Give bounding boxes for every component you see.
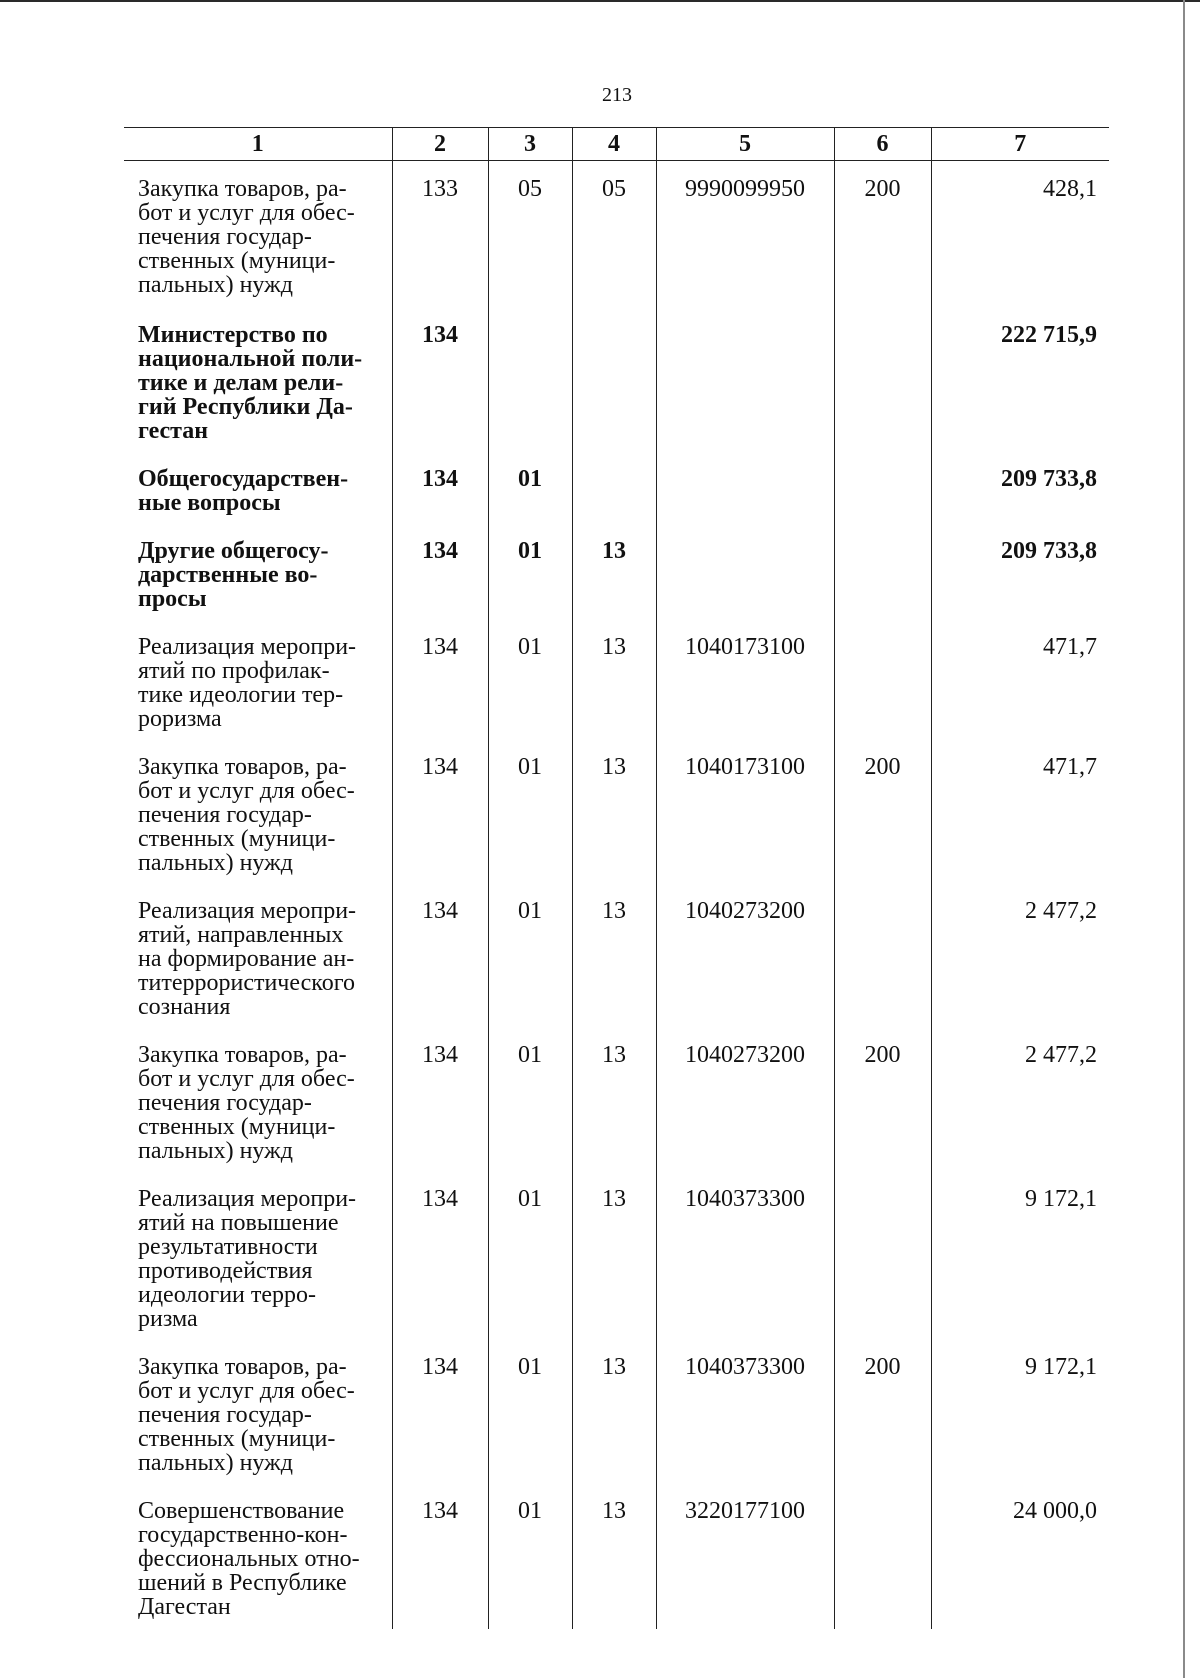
code-6-cell: 200	[834, 161, 931, 306]
code-2-cell: 134	[392, 883, 488, 1027]
code-3-cell: 01	[488, 1027, 572, 1171]
code-2-cell: 134	[392, 1483, 488, 1629]
code-2-cell: 133	[392, 161, 488, 306]
code-2-cell: 134	[392, 451, 488, 523]
code-3-cell: 05	[488, 161, 572, 306]
code-5-cell: 1040173100	[656, 619, 834, 739]
code-5-cell: 1040173100	[656, 739, 834, 883]
code-3-cell: 01	[488, 1483, 572, 1629]
code-6-cell	[834, 1483, 931, 1629]
item-name-cell: Реализация меропри- ятий на повышение результативности противодействия идеологии терро- ризма	[138, 1186, 357, 1332]
column-header-5: 5	[656, 128, 834, 161]
scan-border-right	[1183, 0, 1185, 1678]
table-row	[124, 451, 1109, 523]
code-4-cell: 13	[572, 1339, 656, 1483]
amount-cell: 471,7	[931, 739, 1109, 883]
item-name-cell: Министерство по национальной поли- тике и делам рели- гий Республики Да- гестан	[138, 322, 363, 444]
amount-cell: 9 172,1	[931, 1339, 1109, 1483]
table-row	[124, 1339, 1109, 1483]
code-5-cell: 1040273200	[656, 1027, 834, 1171]
column-header-1: 1	[124, 128, 392, 161]
code-5-cell	[656, 451, 834, 523]
code-6-cell	[834, 1171, 931, 1339]
code-3-cell: 01	[488, 451, 572, 523]
code-5-cell	[656, 305, 834, 451]
column-header-6: 6	[834, 128, 931, 161]
table-row	[124, 1027, 1109, 1171]
amount-cell: 2 477,2	[931, 883, 1109, 1027]
code-3-cell: 01	[488, 1171, 572, 1339]
code-4-cell: 13	[572, 739, 656, 883]
table-body	[124, 161, 1109, 1630]
code-2-cell: 134	[392, 619, 488, 739]
page-number: 213	[602, 84, 632, 106]
item-name-cell: Другие общегосу- дарственные во- просы	[138, 538, 329, 612]
item-name-cell: Закупка товаров, ра- бот и услуг для обес- печения государ- ственных (муници- пальных) нужд	[138, 754, 355, 876]
code-2-cell: 134	[392, 1027, 488, 1171]
item-name-cell: Закупка товаров, ра- бот и услуг для обес- печения государ- ственных (муници- пальных) нужд	[138, 1042, 355, 1164]
item-name-cell: Реализация меропри- ятий, направленных на формирование ан- титеррористического сознания	[138, 898, 357, 1020]
amount-cell: 222 715,9	[931, 305, 1109, 451]
code-3-cell: 01	[488, 883, 572, 1027]
column-header-7: 7	[931, 128, 1109, 161]
amount-cell: 209 733,8	[931, 523, 1109, 619]
table-row	[124, 619, 1109, 739]
table-row	[124, 523, 1109, 619]
table-row	[124, 161, 1109, 306]
code-6-cell: 200	[834, 739, 931, 883]
column-header-3: 3	[488, 128, 572, 161]
code-2-cell: 134	[392, 305, 488, 451]
code-6-cell	[834, 523, 931, 619]
code-4-cell: 13	[572, 619, 656, 739]
code-4-cell: 13	[572, 1027, 656, 1171]
code-4-cell: 05	[572, 161, 656, 306]
code-5-cell: 3220177100	[656, 1483, 834, 1629]
code-2-cell: 134	[392, 1171, 488, 1339]
item-name-cell: Реализация меропри- ятий по профилак- тике идеологии тер- роризма	[138, 634, 357, 732]
budget-table	[124, 127, 1109, 1629]
scan-border-top	[0, 0, 1200, 2]
code-4-cell: 13	[572, 883, 656, 1027]
table-row	[124, 739, 1109, 883]
table-header-row	[124, 128, 1109, 161]
code-3-cell: 01	[488, 619, 572, 739]
code-2-cell: 134	[392, 739, 488, 883]
code-4-cell	[572, 451, 656, 523]
code-6-cell: 200	[834, 1339, 931, 1483]
code-4-cell	[572, 305, 656, 451]
code-3-cell	[488, 305, 572, 451]
amount-cell: 209 733,8	[931, 451, 1109, 523]
amount-cell: 2 477,2	[931, 1027, 1109, 1171]
code-3-cell: 01	[488, 1339, 572, 1483]
code-6-cell	[834, 451, 931, 523]
code-4-cell: 13	[572, 523, 656, 619]
code-5-cell: 1040373300	[656, 1171, 834, 1339]
table-row	[124, 883, 1109, 1027]
item-name-cell: Общегосударствен- ные вопросы	[138, 466, 349, 516]
table-row	[124, 1483, 1109, 1629]
code-5-cell: 1040373300	[656, 1339, 834, 1483]
table-row	[124, 1171, 1109, 1339]
amount-cell: 428,1	[931, 161, 1109, 306]
code-6-cell	[834, 619, 931, 739]
code-4-cell: 13	[572, 1483, 656, 1629]
amount-cell: 9 172,1	[931, 1171, 1109, 1339]
item-name-cell: Закупка товаров, ра- бот и услуг для обес- печения государ- ственных (муници- пальных) нужд	[138, 1354, 355, 1476]
item-name-cell: Совершенствование государственно-кон- фессиональных отно- шений в Республике Дагестан	[138, 1498, 360, 1620]
amount-cell: 24 000,0	[931, 1483, 1109, 1629]
code-5-cell	[656, 523, 834, 619]
code-5-cell: 9990099950	[656, 161, 834, 306]
column-header-2: 2	[392, 128, 488, 161]
code-2-cell: 134	[392, 1339, 488, 1483]
amount-cell: 471,7	[931, 619, 1109, 739]
code-3-cell: 01	[488, 523, 572, 619]
code-6-cell: 200	[834, 1027, 931, 1171]
code-2-cell: 134	[392, 523, 488, 619]
code-5-cell: 1040273200	[656, 883, 834, 1027]
table-row	[124, 305, 1109, 451]
code-3-cell: 01	[488, 739, 572, 883]
code-6-cell	[834, 305, 931, 451]
code-4-cell: 13	[572, 1171, 656, 1339]
code-6-cell	[834, 883, 931, 1027]
item-name-cell: Закупка товаров, ра- бот и услуг для обес- печения государ- ственных (муници- пальных) нужд	[138, 176, 355, 298]
column-header-4: 4	[572, 128, 656, 161]
